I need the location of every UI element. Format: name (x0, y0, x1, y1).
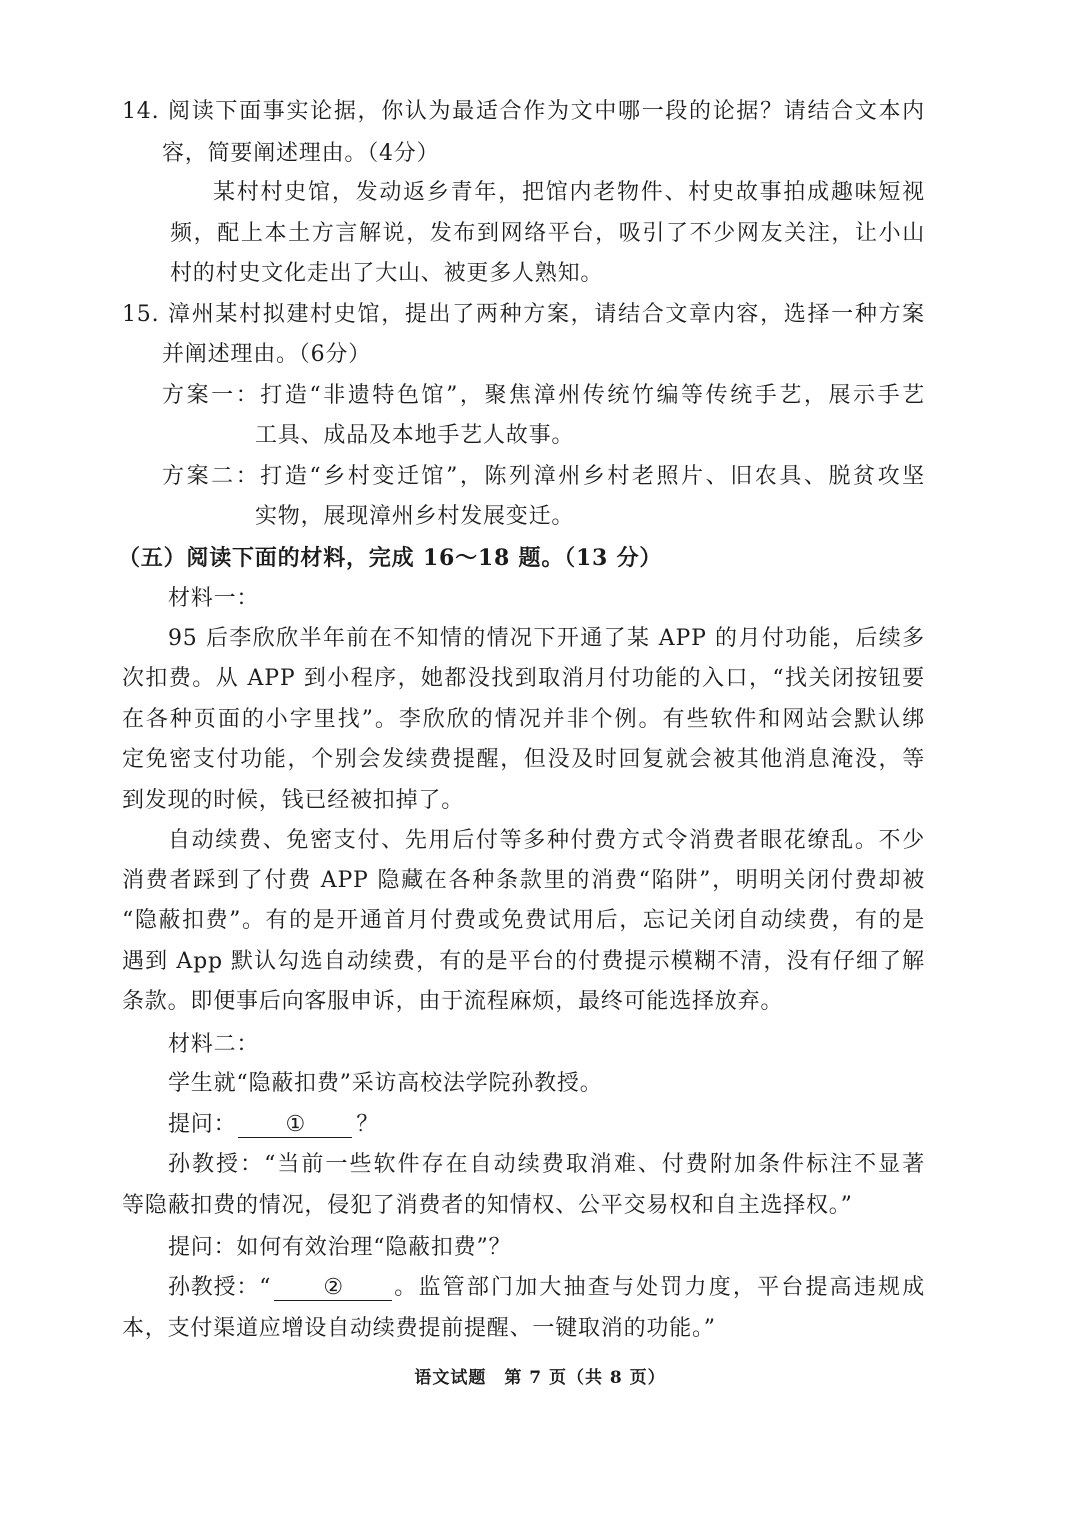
answer-label: 孙教授：“ (168, 1275, 272, 1300)
ask-label: 提问： (168, 1112, 237, 1137)
material1-para1-line: 95 后李欣欣半年前在不知情的情况下开通了某 APP 的月付功能，后续多 (168, 626, 925, 651)
material1-para2-line: 自动续费、免密支付、先用后付等多种付费方式令消费者眼花缭乱。不少 (168, 828, 925, 853)
material1-title: 材料一： (168, 586, 260, 611)
q15-plan2-line: 实物，展现漳州乡村发展变迁。 (255, 504, 575, 529)
interview-answer-1-line: 等隐蔽扣费的情况，侵犯了消费者的知情权、公平交易权和自主选择权。” (122, 1193, 853, 1218)
answer-blank-1: ① (238, 1110, 352, 1138)
material1-para2-line: 消费者踩到了付费 APP 隐藏在各种条款里的消费“陷阱”，明明关闭付费却被 (122, 868, 925, 893)
q15-plan1-line: 方案一：打造“非遗特色馆”，聚焦漳州传统竹编等传统手艺，展示手艺 (162, 383, 925, 408)
q15-stem-line: 15. 漳州某村拟建村史馆，提出了两种方案，请结合文章内容，选择一种方案 (122, 302, 925, 327)
q15-plan2-line: 方案二：打造“乡村变迁馆”，陈列漳州乡村老照片、旧农具、脱贫攻坚 (162, 464, 925, 489)
material2-title: 材料二： (168, 1032, 260, 1057)
material1-para2-line: 遇到 App 默认勾选自动续费，有的是平台的付费提示模糊不清，没有仔细了解 (122, 949, 925, 974)
material1-para1-line: 在各种页面的小字里找”。李欣欣的情况并非个例。有些软件和网站会默认绑 (122, 707, 925, 732)
q15-stem-line: 并阐述理由。（6分） (162, 342, 371, 367)
q14-evidence-line: 村的村史文化走出了大山、被更多人熟知。 (170, 261, 604, 286)
answer-blank-2: ② (274, 1273, 392, 1301)
interview-question-1 (168, 1110, 379, 1140)
material1-para1-line: 次扣费。从 APP 到小程序，她都没找到取消月付功能的入口，“找关闭按钮要 (122, 666, 925, 691)
material1-para2-line: 条款。即便事后向客服申诉，由于流程麻烦，最终可能选择放弃。 (122, 989, 784, 1014)
interview-answer-2-line (168, 1273, 925, 1303)
page-footer: 语文试题 第 7 页（共 8 页） (414, 1368, 666, 1388)
material1-para1-line: 定免密支付功能，个别会发续费提醒，但没及时回复就会被其他消息淹没，等 (122, 747, 925, 772)
interview-question-2: 提问：如何有效治理“隐蔽扣费”？ (168, 1235, 512, 1260)
q15-plan1-line: 工具、成品及本地手艺人故事。 (255, 423, 575, 448)
q14-stem-line: 14. 阅读下面事实论据，你认为最适合作为文中哪一段的论据？请结合文本内 (122, 99, 925, 124)
question-mark: ？ (356, 1112, 380, 1137)
q14-stem-line: 容，简要阐述理由。（4分） (162, 141, 440, 166)
interview-answer-1-line: 孙教授：“当前一些软件存在自动续费取消难、付费附加条件标注不显著 (168, 1152, 925, 1177)
section-heading: （五）阅读下面的材料，完成 16～18 题。（13 分） (118, 545, 663, 571)
q14-evidence-line: 某村村史馆，发动返乡青年，把馆内老物件、村史故事拍成趣味短视 (213, 180, 925, 205)
material1-para2-line: “隐蔽扣费”。有的是开通首月付费或免费试用后，忘记关闭自动续费，有的是 (122, 908, 925, 933)
answer-text: 。监管部门加大抽查与处罚力度，平台提高违规成 (394, 1275, 925, 1300)
material2-intro: 学生就“隐蔽扣费”采访高校法学院孙教授。 (168, 1071, 603, 1096)
q14-evidence-line: 频，配上本土方言解说，发布到网络平台，吸引了不少网友关注，让小山 (170, 221, 925, 246)
interview-answer-2-line: 本，支付渠道应增设自动续费提前提醒、一键取消的功能。” (122, 1316, 716, 1341)
material1-para1-line: 到发现的时候，钱已经被扣掉了。 (122, 788, 465, 813)
